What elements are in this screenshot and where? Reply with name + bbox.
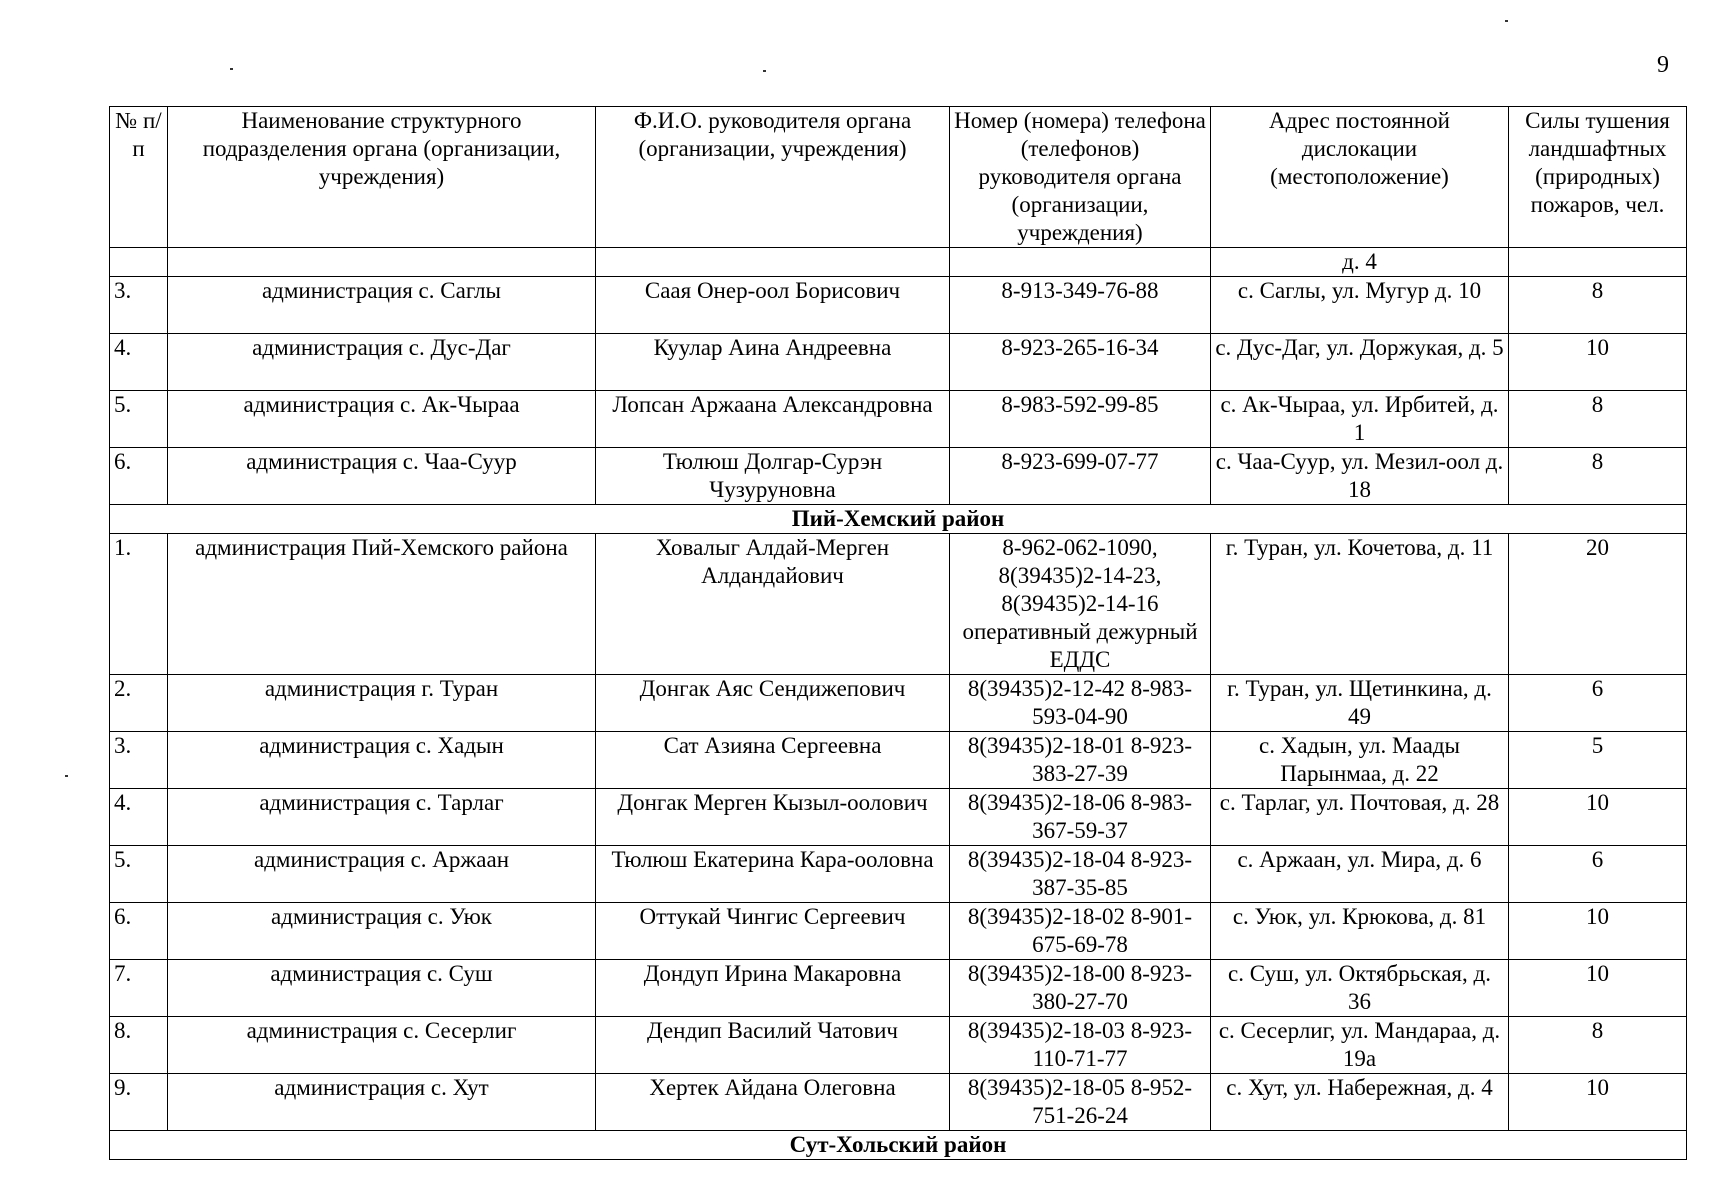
cell-num: 6. bbox=[110, 448, 168, 505]
cell-division-name: администрация с. Хадын bbox=[168, 732, 596, 789]
cell-address: с. Суш, ул. Октябрьская, д. 36 bbox=[1211, 960, 1509, 1017]
cell-address: с. Сесерлиг, ул. Мандараа, д. 19а bbox=[1211, 1017, 1509, 1074]
cell-phone: 8(39435)2-18-06 8-983-367-59-37 bbox=[950, 789, 1211, 846]
cell-forces: 10 bbox=[1509, 960, 1687, 1017]
cell-forces: 6 bbox=[1509, 846, 1687, 903]
cell-forces: 8 bbox=[1509, 277, 1687, 334]
cell-division-name: администрация с. Дус-Даг bbox=[168, 334, 596, 391]
section-row-pii-khem bbox=[110, 505, 1687, 534]
cell-head-name: Донгак Аяс Сендижепович bbox=[596, 675, 950, 732]
cell-division-name: администрация с. Хут bbox=[168, 1074, 596, 1131]
cell-forces: 10 bbox=[1509, 1074, 1687, 1131]
cell-phone: 8-983-592-99-85 bbox=[950, 391, 1211, 448]
cell-head-name: Сат Азияна Сергеевна bbox=[596, 732, 950, 789]
cell-num: 4. bbox=[110, 789, 168, 846]
cell-phone: 8(39435)2-18-03 8-923-110-71-77 bbox=[950, 1017, 1211, 1074]
cell-forces: 10 bbox=[1509, 903, 1687, 960]
cell-address: с. Тарлаг, ул. Почтовая, д. 28 bbox=[1211, 789, 1509, 846]
table-row bbox=[110, 1017, 1687, 1074]
cell-head-name: Донгак Мерген Кызыл-оолович bbox=[596, 789, 950, 846]
cell-num: 8. bbox=[110, 1017, 168, 1074]
table-row bbox=[110, 732, 1687, 789]
cell-address: с. Хут, ул. Набережная, д. 4 bbox=[1211, 1074, 1509, 1131]
cell-division-name: администрация с. Уюк bbox=[168, 903, 596, 960]
cell-phone: 8-913-349-76-88 bbox=[950, 277, 1211, 334]
cell-division-name: администрация с. Саглы bbox=[168, 277, 596, 334]
cell-address: с. Дус-Даг, ул. Доржукая, д. 5 bbox=[1211, 334, 1509, 391]
cell-forces: 8 bbox=[1509, 448, 1687, 505]
cell-division-name: администрация с. Аржаан bbox=[168, 846, 596, 903]
table-row bbox=[110, 391, 1687, 448]
fire-forces-table bbox=[109, 106, 1687, 1160]
cell-head-name: Тюлюш Екатерина Кара-ооловна bbox=[596, 846, 950, 903]
section-row-sut-khol bbox=[110, 1131, 1687, 1160]
cell-phone: 8(39435)2-18-04 8-923-387-35-85 bbox=[950, 846, 1211, 903]
cell-phone: 8(39435)2-18-01 8-923-383-27-39 bbox=[950, 732, 1211, 789]
cell-division-name: администрация с. Сесерлиг bbox=[168, 1017, 596, 1074]
cell-head-name: Куулар Аина Андреевна bbox=[596, 334, 950, 391]
cell-num: 6. bbox=[110, 903, 168, 960]
header-address: Адрес постоянной дислокации (местоположение) bbox=[1211, 107, 1509, 248]
cell-address: с. Хадын, ул. Маады Парынмаа, д. 22 bbox=[1211, 732, 1509, 789]
cell-head-name: Саая Онер-оол Борисович bbox=[596, 277, 950, 334]
table-row bbox=[110, 534, 1687, 675]
cell-num: 4. bbox=[110, 334, 168, 391]
cell-num: 5. bbox=[110, 391, 168, 448]
cell-head-name: Тюлюш Долгар-Сурэн Чузуруновна bbox=[596, 448, 950, 505]
cell-address: д. 4 bbox=[1211, 248, 1509, 277]
scan-speck bbox=[230, 68, 233, 70]
cell-head-name: Хертек Айдана Олеговна bbox=[596, 1074, 950, 1131]
cell-head-name: Ховалыг Алдай-Мерген Алдандайович bbox=[596, 534, 950, 675]
cell-address: с. Чаа-Суур, ул. Мезил-оол д. 18 bbox=[1211, 448, 1509, 505]
header-division-name: Наименование структурного подразделения органа (организации, учреждения) bbox=[168, 107, 596, 248]
cell-division-name: администрация с. Ак-Чыраа bbox=[168, 391, 596, 448]
scan-speck bbox=[65, 775, 68, 777]
cell-phone: 8(39435)2-18-02 8-901-675-69-78 bbox=[950, 903, 1211, 960]
cell-forces: 6 bbox=[1509, 675, 1687, 732]
cell-num: 1. bbox=[110, 534, 168, 675]
cell-division-name: администрация Пий-Хемского района bbox=[168, 534, 596, 675]
cell-address: г. Туран, ул. Щетинкина, д. 49 bbox=[1211, 675, 1509, 732]
header-num: № п/п bbox=[110, 107, 168, 248]
cell-num: 9. bbox=[110, 1074, 168, 1131]
cell-num: 3. bbox=[110, 277, 168, 334]
cell-head-name: Дендип Василий Чатович bbox=[596, 1017, 950, 1074]
cell-head-name: Дондуп Ирина Макаровна bbox=[596, 960, 950, 1017]
table-row bbox=[110, 334, 1687, 391]
cell-head-name: Лопсан Аржаана Александровна bbox=[596, 391, 950, 448]
table-row-continuation bbox=[110, 248, 1687, 277]
scan-speck bbox=[1505, 20, 1508, 22]
cell-division-name: администрация с. Тарлаг bbox=[168, 789, 596, 846]
cell-forces: 20 bbox=[1509, 534, 1687, 675]
cell-phone: 8-923-265-16-34 bbox=[950, 334, 1211, 391]
cell-phone: 8-962-062-1090, 8(39435)2-14-23, 8(39435)2-14-16 оперативный дежурный ЕДДС bbox=[950, 534, 1211, 675]
cell-phone: 8(39435)2-18-05 8-952-751-26-24 bbox=[950, 1074, 1211, 1131]
cell-phone: 8(39435)2-18-00 8-923-380-27-70 bbox=[950, 960, 1211, 1017]
cell-num: 2. bbox=[110, 675, 168, 732]
table-row bbox=[110, 903, 1687, 960]
cell-phone: 8(39435)2-12-42 8-983-593-04-90 bbox=[950, 675, 1211, 732]
section-title: Пий-Хемский район bbox=[110, 505, 1687, 534]
cell-address: г. Туран, ул. Кочетова, д. 11 bbox=[1211, 534, 1509, 675]
table-row bbox=[110, 789, 1687, 846]
page-number: 9 bbox=[1657, 52, 1669, 78]
table-row bbox=[110, 277, 1687, 334]
header-forces: Силы тушения ландшафтных (природных) пожаров, чел. bbox=[1509, 107, 1687, 248]
cell-address: с. Уюк, ул. Крюкова, д. 81 bbox=[1211, 903, 1509, 960]
table-row bbox=[110, 1074, 1687, 1131]
cell-head-name: Оттукай Чингис Сергеевич bbox=[596, 903, 950, 960]
cell-address: с. Ак-Чыраа, ул. Ирбитей, д. 1 bbox=[1211, 391, 1509, 448]
cell-num: 3. bbox=[110, 732, 168, 789]
header-phone: Номер (номера) телефона (телефонов) руководителя органа (организации, учреждения) bbox=[950, 107, 1211, 248]
cell-division-name: администрация г. Туран bbox=[168, 675, 596, 732]
cell-num: 7. bbox=[110, 960, 168, 1017]
cell-forces: 5 bbox=[1509, 732, 1687, 789]
cell-forces: 10 bbox=[1509, 789, 1687, 846]
table-row bbox=[110, 846, 1687, 903]
cell-num: 5. bbox=[110, 846, 168, 903]
header-head-name: Ф.И.О. руководителя органа (организации, учреждения) bbox=[596, 107, 950, 248]
cell-phone: 8-923-699-07-77 bbox=[950, 448, 1211, 505]
scan-speck bbox=[763, 70, 766, 72]
cell-forces: 10 bbox=[1509, 334, 1687, 391]
table-row bbox=[110, 960, 1687, 1017]
cell-address: с. Аржаан, ул. Мира, д. 6 bbox=[1211, 846, 1509, 903]
cell-forces: 8 bbox=[1509, 391, 1687, 448]
table-header-row bbox=[110, 107, 1687, 248]
cell-division-name: администрация с. Чаа-Суур bbox=[168, 448, 596, 505]
section-title: Сут-Хольский район bbox=[110, 1131, 1687, 1160]
cell-address: с. Саглы, ул. Мугур д. 10 bbox=[1211, 277, 1509, 334]
table-row bbox=[110, 448, 1687, 505]
cell-division-name: администрация с. Суш bbox=[168, 960, 596, 1017]
table-row bbox=[110, 675, 1687, 732]
cell-forces: 8 bbox=[1509, 1017, 1687, 1074]
